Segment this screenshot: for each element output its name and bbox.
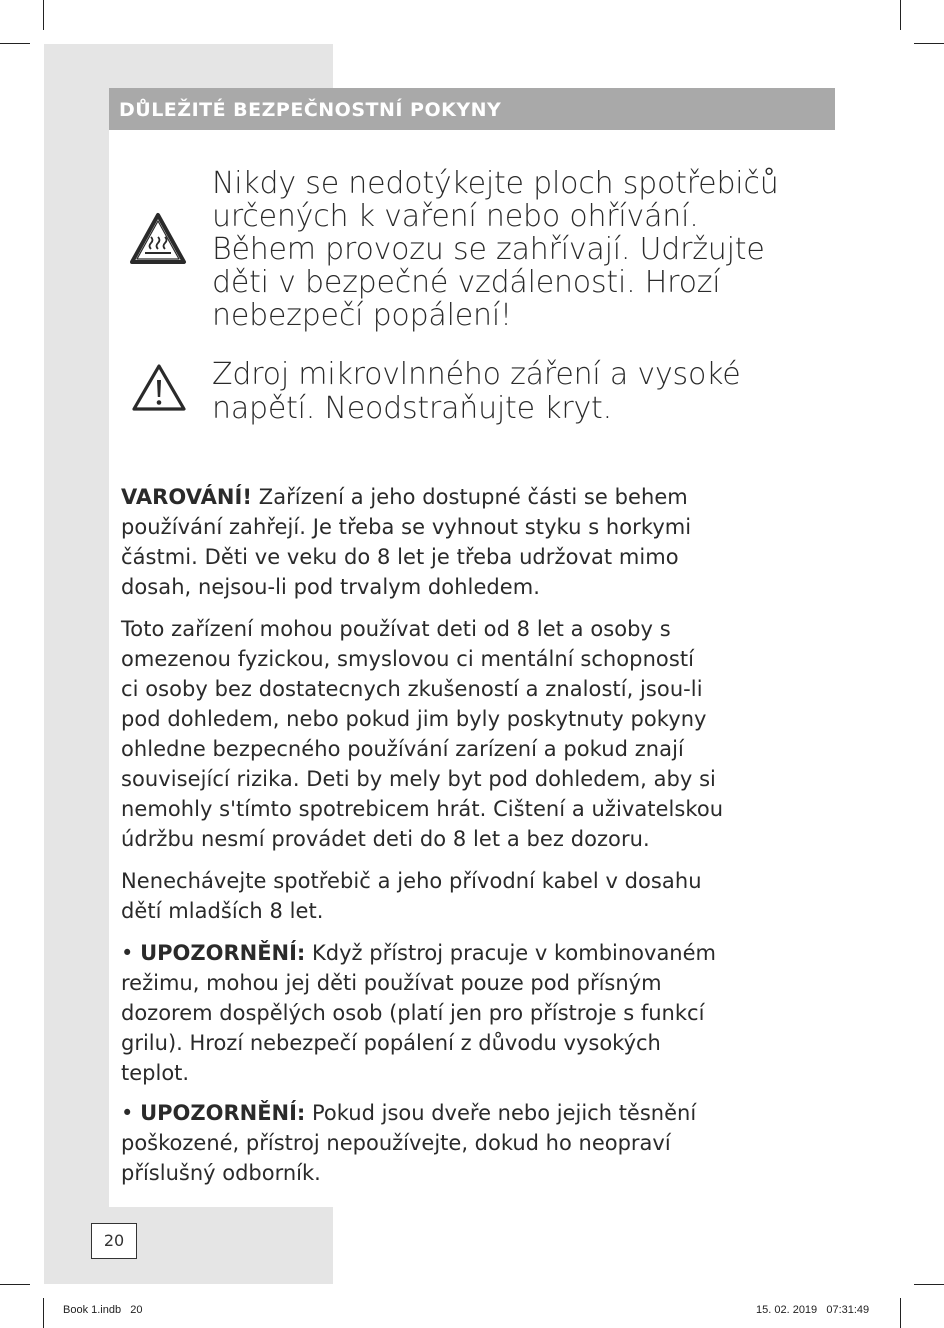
- bullet-line: příslušný odborník.: [121, 1161, 321, 1185]
- page-number: 20: [91, 1223, 137, 1259]
- paragraph-line: pod dohledem, nebo pokud jim byly poskytnuty pokyny: [121, 707, 707, 731]
- paragraph-line: nemohly s'tímto spotrebicem hrát. Cištení a uživatelskou: [121, 797, 724, 821]
- crop-mark: [914, 1284, 944, 1285]
- crop-mark: [43, 1298, 44, 1328]
- paragraph-line: údržbu nesmí provádet deti do 8 let a bez dozoru.: [121, 827, 650, 851]
- bullet-marker: •: [121, 1101, 134, 1125]
- bullet-line: teplot.: [121, 1061, 190, 1085]
- bullet-marker: •: [121, 941, 134, 965]
- usage-paragraph: [121, 614, 831, 854]
- caution-label: UPOZORNĚNÍ:: [140, 1101, 306, 1125]
- bullet-line: [121, 938, 831, 968]
- bullet-line-text: Pokud jsou dveře nebo jejich těsnění: [305, 1101, 697, 1125]
- crop-mark: [43, 0, 44, 30]
- cable-paragraph: [121, 866, 831, 926]
- hazard-line: Zdroj mikrovlnného záření a vysoké: [212, 357, 741, 392]
- paragraph-line: související rizika. Deti by mely byt pod dohledem, aby si: [121, 767, 716, 791]
- bullet-line: grilu). Hrozí nebezpečí popálení z důvodu vysokých: [121, 1031, 661, 1055]
- paragraph-line: ci osoby bez dostatecnych zkušeností a znalostí, jsou-li: [121, 677, 703, 701]
- footer-timestamp: 15. 02. 2019 07:31:49: [756, 1304, 870, 1316]
- paragraph-line: Nenechávejte spotřebič a jeho přívodní kabel v dosahu: [121, 869, 702, 893]
- crop-mark: [900, 0, 901, 30]
- hazard-line: děti v bezpečné vzdálenosti. Hrozí: [212, 265, 721, 300]
- crop-mark: [0, 43, 30, 44]
- paragraph-line: používání zahřejí. Je třeba se vyhnout styku s horkymi: [121, 515, 692, 539]
- hot-surface-warning-icon: [128, 210, 188, 270]
- crop-mark: [914, 43, 944, 44]
- section-title: DŮLEŽITÉ BEZPEČNOSTNÍ POKYNY: [119, 99, 502, 121]
- paragraph-line: [121, 482, 831, 512]
- hazard-line: napětí. Neodstraňujte kryt.: [212, 391, 612, 426]
- hazard-line: Nikdy se nedotýkejte ploch spotřebičů: [212, 166, 779, 201]
- bullet-line: [121, 1098, 831, 1128]
- paragraph-line: dětí mladších 8 let.: [121, 899, 324, 923]
- hazard-text-hot-surface: [212, 167, 779, 332]
- paragraph-line: Toto zařízení mohou používat deti od 8 let a osoby s: [121, 617, 671, 641]
- hazard-line: Během provozu se zahřívají. Udržujte: [212, 232, 765, 267]
- hazard-text-microwave: [212, 358, 740, 426]
- hazard-line: určených k vaření nebo ohřívání.: [212, 199, 699, 234]
- caution-bullet-combined-mode: [121, 938, 831, 1088]
- paragraph-line: dosah, nejsou-li pod trvalym dohledem.: [121, 575, 540, 599]
- paragraph-line-text: Zařízení a jeho dostupné části se behem: [252, 485, 688, 509]
- caution-label: UPOZORNĚNÍ:: [140, 941, 306, 965]
- bullet-line-text: Když přístroj pracuje v kombinovaném: [305, 941, 716, 965]
- paragraph-line: částmi. Děti ve veku do 8 let je třeba udržovat mimo: [121, 545, 679, 569]
- crop-mark: [0, 1284, 30, 1285]
- paragraph-line: omezenou fyzickou, smyslovou ci mentální schopností: [121, 647, 694, 671]
- bullet-line: režimu, mohou jej děti používat pouze pod přísným: [121, 971, 662, 995]
- general-warning-icon: [130, 362, 188, 414]
- hazard-line: nebezpečí popálení!: [212, 298, 512, 333]
- warning-paragraph: [121, 482, 831, 602]
- bullet-line: poškozené, přístroj nepoužívejte, dokud ho neopraví: [121, 1131, 671, 1155]
- warning-label: VAROVÁNÍ!: [121, 485, 253, 509]
- paragraph-line: ohledne bezpecného používání zarízení a pokud znají: [121, 737, 684, 761]
- caution-bullet-door-seal: [121, 1098, 831, 1188]
- crop-mark: [900, 1298, 901, 1328]
- footer-file-info: Book 1.indb 20: [63, 1304, 143, 1316]
- bullet-line: dozorem dospělých osob (platí jen pro přístroje s funkcí: [121, 1001, 705, 1025]
